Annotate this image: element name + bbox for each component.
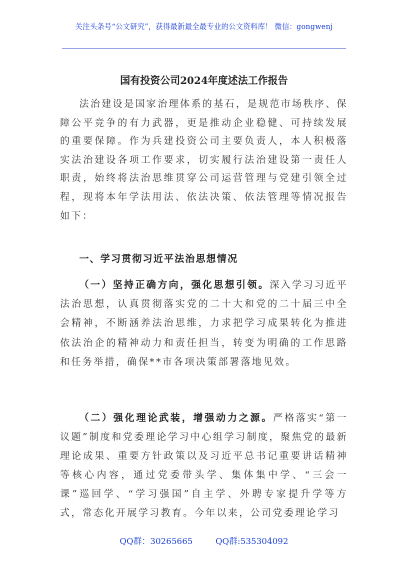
footer [0, 535, 408, 547]
subsection-1-paragraph [60, 276, 348, 372]
footer-qq-group-1: QQ群：30265665 [119, 536, 193, 546]
document-intro [60, 96, 348, 226]
subsection-1 [60, 276, 348, 372]
footer-qq-group-2: QQ群:535304092 [215, 536, 289, 546]
subsection-2-paragraph [60, 409, 348, 523]
subsection-2-text: 严格落实“第一议题”制度和党委理论学习中心组学习制度，聚焦党的最新理论成果、重要方针政策以及习近平总书记重要讲话精神等核心内容，通过党委带头学、集体集中学、“三会一课”巡回学、“学习强国”自主学、外聘专家提升学等方式，常态化开展学习教育。今年以来，公司党委理论学习 [60, 413, 348, 519]
subsection-2-lead: （二）强化理论武装，增强动力之源。 [79, 413, 274, 424]
header-divider [62, 48, 346, 49]
section-heading-1: 一、学习贯彻习近平法治思想情况 [79, 254, 239, 265]
header-banner: 关注头条号“公文研究”，获得最新最全最专业的公文资料库！ 微信：gongwenj [75, 22, 333, 31]
document-title: 国有投资公司2024年度述法工作报告 [120, 76, 288, 87]
subsection-1-lead: （一）坚持正确方向，强化思想引领。 [79, 280, 270, 291]
subsection-1-text: 深入学习习近平法治思想，认真贯彻落实党的二十大和党的二十届三中全会精神，不断涵养法治思维，力求把学习成果转化为推进依法治企的精神动力和责任担当，转变为明确的工作思路和任务举措，确保**市各项决策部署落地见效。 [60, 280, 349, 368]
intro-paragraph: 法治建设是国家治理体系的基石，是规范市场秩序、保障公平竞争的有力武器，更是推动企业稳健、可持续发展的重要保障。作为兵建投资公司主要负责人，本人积极落实法治建设各项工作要求，切实履行法治建设第一责任人职责，始终将法治思维贯穿公司运营管理与党建引领全过程，现将本年学法用法、依法决策、依法管理等情况报告如下： [60, 99, 348, 222]
subsection-2 [60, 409, 348, 523]
